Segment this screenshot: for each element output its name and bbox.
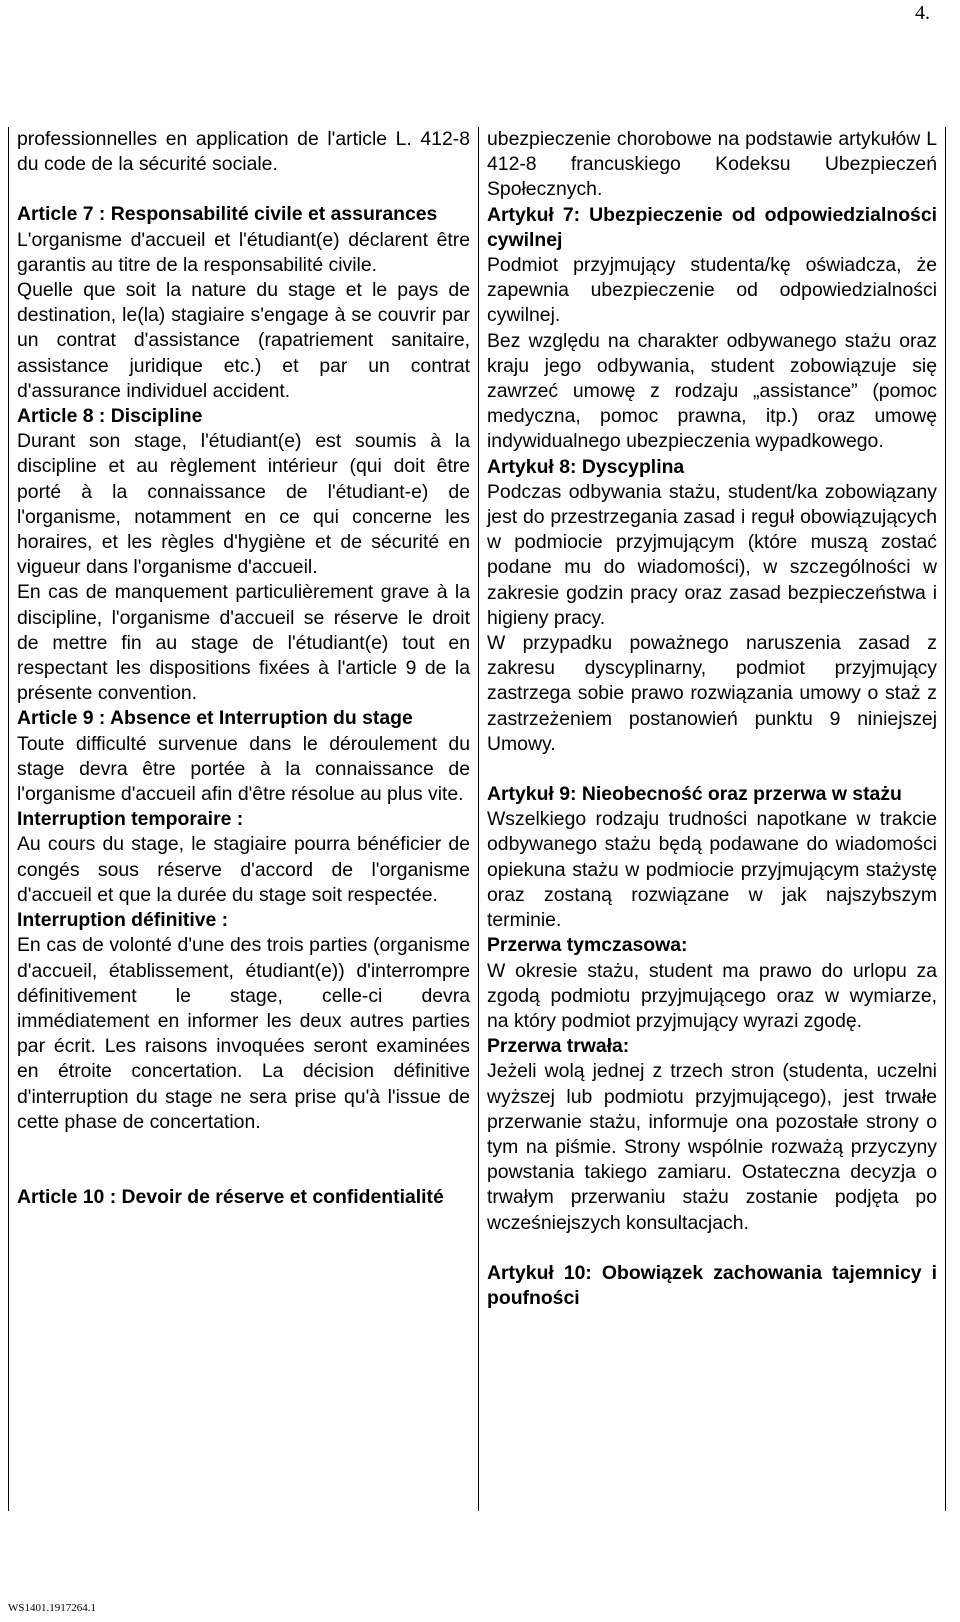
paragraph: Wszelkiego rodzaju trudności napotkane w trakcie odbywanego stażu będą podawane do wiadomości opiekuna stażu w podmiocie przyjmującym stażystę oraz zostaną rozwiązane w jak najszybszym terminie.: [487, 808, 937, 932]
paragraph: Podczas odbywania stażu, student/ka zobowiązany jest do przestrzegania zasad i reguł obowiązujących w podmiocie przyjmującym (które muszą zostać podane mu do wiadomości), w szczególności w zakresie godzin pracy oraz zasad bezpieczeństwa i higieny pracy.: [487, 480, 937, 629]
paragraph: ubezpieczenie chorobowe na podstawie artykułów L 412-8 francuskiego Kodeksu Ubezpieczeń Społecznych.: [487, 128, 937, 201]
article-9-heading: Article 9 : Absence et Interruption du stage: [17, 707, 413, 730]
paragraph: Jeżeli wolą jednej z trzech stron (studenta, uczelni wyższej lub podmiotu przyjmującego), jest trwałe przerwanie stażu, informuje ona pozostałe strony o tym na piśmie. Strony wspólnie rozważą przyczyny powstania takiego zamiaru. Ostateczna decyzja o trwałym przerwaniu stażu zostanie podjęta po wcześniejszych konsultacjach.: [487, 1060, 937, 1234]
paragraph: professionnelles en application de l'article L. 412-8 du code de la sécurité sociale.: [17, 128, 470, 176]
paragraph: W okresie stażu, student ma prawo do urlopu za zgodą podmiotu przyjmującego oraz w wymiarze, na który podmiot przyjmujący wyrazi zgodę.: [487, 959, 937, 1032]
paragraph: Au cours du stage, le stagiaire pourra bénéficier de congés sous réserve d'accord de l'organisme d'accueil et que la durée du stage soit respectée.: [17, 833, 470, 906]
paragraph: En cas de manquement particulièrement grave à la discipline, l'organisme d'accueil se réserve le droit de mettre fin au stage de l'étudiant(e) tout en respectant les dispositions fixées à l'article 9 de la présente convention.: [17, 581, 470, 705]
paragraph: Toute difficulté survenue dans le déroulement du stage devra être portée à la connaissance de l'organisme d'accueil afin d'être résolue au plus vite.: [17, 732, 470, 806]
article-10-heading: Artykuł 10: Obowiązek zachowania tajemnicy i poufności: [487, 1261, 937, 1309]
paragraph: En cas de volonté d'une des trois parties (organisme d'accueil, établissement, étudiant(e)) d'interrompre définitivement le stage, celle-ci devra immédiatement en informer les deux autres parties par écrit. Les raisons invoquées seront examinées en étroite concertation. La décision définitive d'interruption du stage ne sera prise qu'à l'issue de cette phase de concertation.: [17, 934, 470, 1133]
bilingual-table: [8, 127, 946, 1511]
subheading-definitive-interruption: Interruption définitive :: [17, 909, 229, 932]
article-9-heading: Artykuł 9: Nieobecność oraz przerwa w stażu: [487, 783, 902, 806]
paragraph: L'organisme d'accueil et l'étudiant(e) déclarent être garantis au titre de la responsabilité civile.: [17, 228, 470, 276]
paragraph: Podmiot przyjmujący studenta/kę oświadcza, że zapewnia ubezpieczenie od odpowiedzialności cywilnej.: [487, 254, 937, 327]
subheading-temporary-interruption: Interruption temporaire :: [17, 808, 244, 831]
page-number: 4.: [915, 2, 930, 24]
spacer: [17, 1135, 470, 1160]
article-7-heading: Artykuł 7: Ubezpieczenie od odpowiedzialności cywilnej: [487, 203, 937, 251]
paragraph: Bez względu na charakter odbywanego stażu oraz kraju jego odbywania, student zobowiązuje się zawrzeć umowę z rodzaju „assistance” (pomoc medyczna, pomoc prawna, itp.) oraz umowę indywidualnego ubezpieczenia wypadkowego.: [487, 329, 937, 453]
spacer: [487, 757, 937, 782]
paragraph: Durant son stage, l'étudiant(e) est soumis à la discipline et au règlement intérieur (qui doit être porté à la connaissance de l'étudiant-e) de l'organisme, notamment en ce qui concerne les horaires, et les règles d'hygiène et de sécurité en vigueur dans l'organisme d'accueil.: [17, 430, 470, 579]
french-column: [8, 127, 479, 1511]
spacer: [17, 177, 470, 202]
article-7-heading: Article 7 : Responsabilité civile et assurances: [17, 203, 438, 226]
article-8-heading: Article 8 : Discipline: [17, 405, 203, 428]
subheading-temporary-interruption: Przerwa tymczasowa:: [487, 934, 688, 957]
paragraph: W przypadku poważnego naruszenia zasad z zakresu dyscyplinarny, podmiot przyjmujący zastrzega sobie prawo rozwiązania umowy o staż z zastrzeżeniem postanowień punktu 9 niniejszej Umowy.: [487, 632, 937, 755]
paragraph: Quelle que soit la nature du stage et le pays de destination, le(la) stagiaire s'engage à se couvrir par un contrat d'assistance (rapatriement sanitaire, assistance juridique etc.) et par un contrat d'assurance individuel accident.: [17, 279, 470, 402]
spacer: [17, 1160, 470, 1185]
article-8-heading: Artykuł 8: Dyscyplina: [487, 455, 685, 478]
subheading-permanent-interruption: Przerwa trwała:: [487, 1035, 630, 1058]
article-10-heading: Article 10 : Devoir de réserve et confidentialité: [17, 1185, 444, 1208]
spacer: [487, 1236, 937, 1261]
document-code: WS1401.1917264.1: [8, 1602, 96, 1614]
polish-column: [479, 127, 946, 1511]
